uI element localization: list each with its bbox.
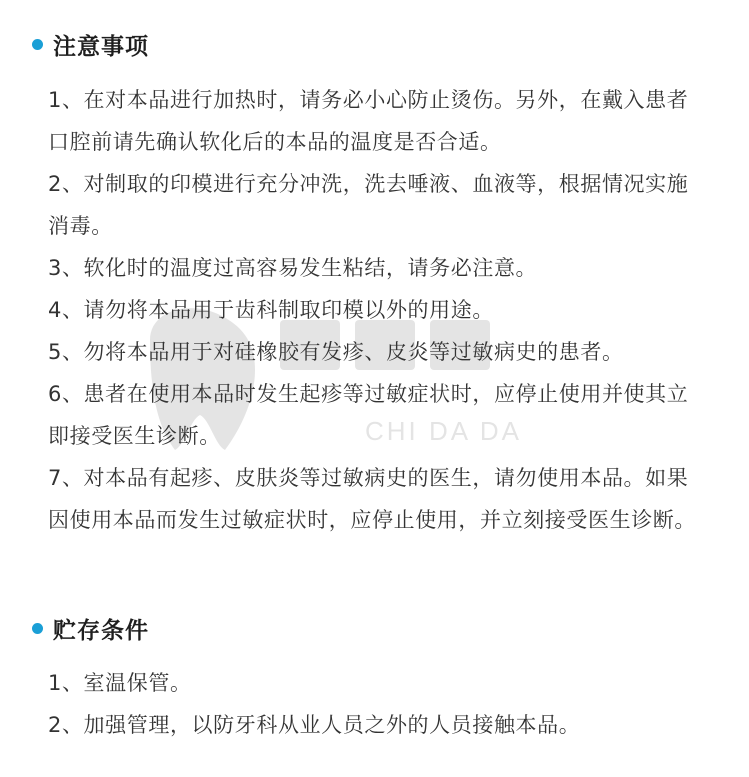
storage-list — [48, 662, 708, 746]
precautions-heading — [32, 26, 149, 62]
storage-item-2: 2、加强管理，以防牙科从业人员之外的人员接触本品。 — [48, 713, 581, 737]
precaution-item-2: 2、对制取的印模进行充分冲洗，洗去唾液、血液等，根据情况实施消毒。 — [48, 172, 689, 238]
precaution-item-5: 5、勿将本品用于对硅橡胶有发疹、皮炎等过敏病史的患者。 — [48, 340, 624, 364]
precaution-item-1: 1、在对本品进行加热时，请务必小心防止烫伤。另外，在戴入患者口腔前请先确认软化后的本品的温度是否合适。 — [48, 88, 689, 154]
bullet-dot-icon — [32, 39, 43, 50]
precautions-title: 注意事项 — [53, 33, 149, 60]
precaution-item-4: 4、请勿将本品用于齿科制取印模以外的用途。 — [48, 298, 494, 322]
storage-title: 贮存条件 — [53, 617, 149, 644]
watermark-caption: CHI DA DA — [365, 416, 523, 446]
bullet-dot-icon — [32, 623, 43, 634]
precaution-item-3: 3、软化时的温度过高容易发生粘结，请务必注意。 — [48, 256, 538, 280]
precautions-list — [48, 79, 708, 541]
precaution-item-7: 7、对本品有起疹、皮肤炎等过敏病史的医生，请勿使用本品。如果因使用本品而发生过敏症状时，应停止使用，并立刻接受医生诊断。 — [48, 466, 696, 532]
storage-heading — [32, 610, 149, 646]
storage-item-1: 1、室温保管。 — [48, 671, 192, 695]
precaution-item-6: 6、患者在使用本品时发生起疹等过敏症状时，应停止使用并使其立即接受医生诊断。 — [48, 382, 689, 448]
